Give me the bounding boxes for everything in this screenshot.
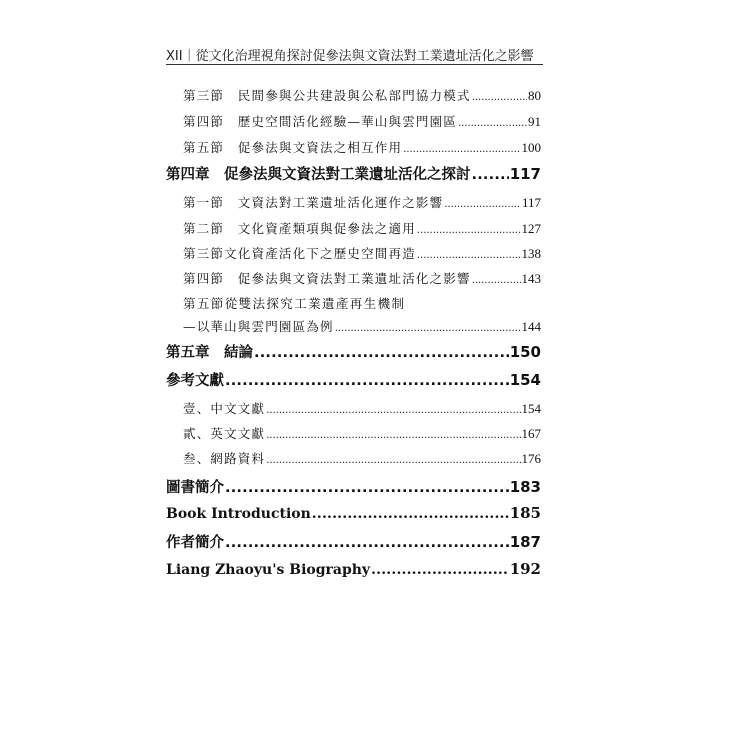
dot-leader	[312, 506, 509, 522]
header-rule	[166, 64, 543, 65]
dot-leader	[225, 480, 509, 496]
toc-page-number: 138	[521, 246, 541, 261]
toc-entry-chapter-5[interactable]	[166, 341, 541, 362]
toc-page-number: 167	[521, 426, 541, 441]
dot-leader	[417, 221, 521, 236]
toc-entry-ref-chinese[interactable]	[183, 399, 541, 417]
dot-leader	[254, 345, 509, 361]
toc-entry-title: 參考文獻	[166, 373, 224, 389]
toc-entry-title: 第五節 促參法與文資法之相互作用	[183, 140, 403, 155]
toc-entry-ch4-sec3[interactable]	[183, 244, 541, 262]
dot-leader	[472, 88, 527, 103]
toc-entry-title: 第三節文化資產活化下之歷史空間再造	[183, 246, 416, 261]
toc-entry-title: 第四章 促參法與文資法對工業遺址活化之探討	[166, 167, 471, 183]
toc-entry-ch3-sec5[interactable]	[183, 138, 541, 156]
running-header: XII｜從文化治理視角探討促參法與文資法對工業遺址活化之影響	[166, 49, 534, 64]
dot-leader	[225, 373, 509, 389]
dot-leader	[266, 426, 520, 441]
toc-page-number: 154	[521, 401, 541, 416]
dot-leader	[444, 195, 521, 210]
toc-page-number: 192	[509, 560, 541, 578]
toc-entry-title: Liang Zhaoyu's Biography	[166, 562, 371, 578]
dot-leader	[266, 451, 520, 466]
toc-entry-title: —以華山與雲門園區為例	[183, 319, 334, 334]
dot-leader	[403, 140, 520, 155]
toc-page-number: 154	[509, 371, 541, 389]
dot-leader	[225, 535, 509, 551]
toc-entry-book-intro-zh[interactable]	[166, 476, 541, 497]
toc-page-number: 187	[509, 533, 541, 551]
dot-leader	[335, 319, 521, 334]
toc-entry-book-intro-en[interactable]	[166, 504, 541, 522]
toc-entry-ch4-sec5[interactable]	[183, 317, 541, 335]
toc-entry-ch4-sec2[interactable]	[183, 219, 541, 237]
toc-page-number: 117	[509, 165, 541, 183]
toc-page-number: 117	[521, 195, 541, 210]
toc-page-number: 185	[509, 504, 541, 522]
toc-entry-title: 第二節 文化資產類項與促參法之適用	[183, 221, 416, 236]
toc-entry-references[interactable]	[166, 369, 541, 390]
toc-entry-title: 圖書簡介	[166, 480, 224, 496]
toc-entry-ch3-sec4[interactable]	[183, 112, 541, 130]
toc-entry-title: 第四節 促參法與文資法對工業遺址活化之影響	[183, 271, 471, 286]
toc-entry-title: 壹、中文文獻	[183, 401, 266, 416]
toc-entry-title: 第三節 民間參與公共建設與公私部門協力模式	[183, 88, 471, 103]
toc-entry-title: 第五章 結論	[166, 345, 253, 361]
dot-leader	[371, 562, 509, 578]
toc-entry-title: 第一節 文資法對工業遺址活化運作之影響	[183, 195, 444, 210]
toc-entry-chapter-4[interactable]	[166, 163, 541, 184]
toc-entry-title: Book Introduction	[166, 506, 311, 522]
toc-entry-ref-web[interactable]	[183, 449, 541, 467]
dot-leader	[472, 167, 509, 183]
toc-page-number: 91	[528, 114, 541, 129]
dot-leader	[266, 401, 520, 416]
toc-page-number: 150	[509, 343, 541, 361]
toc-page-number: 176	[521, 451, 541, 466]
dot-leader	[458, 114, 527, 129]
toc-entry-author-zh[interactable]	[166, 531, 541, 552]
toc-page-number: 80	[528, 88, 541, 103]
toc-page-number: 183	[509, 478, 541, 496]
toc-entry-ch4-sec1[interactable]	[183, 193, 541, 211]
toc-page-number: 143	[521, 271, 541, 286]
toc-page-number: 127	[521, 221, 541, 236]
toc-entry-ch4-sec4[interactable]	[183, 269, 541, 287]
toc-entry-ch4-sec5-line1[interactable]: 第五節從雙法探究工業遺產再生機制	[183, 296, 406, 311]
toc-entry-title: 叁、網路資料	[183, 451, 266, 466]
toc-entry-title: 作者簡介	[166, 535, 224, 551]
toc-entry-ref-english[interactable]	[183, 424, 541, 442]
dot-leader	[472, 271, 521, 286]
toc-entry-ch3-sec3[interactable]	[183, 86, 541, 104]
toc-entry-title: 貳、英文文獻	[183, 426, 266, 441]
toc-entry-author-en[interactable]	[166, 560, 541, 578]
toc-page-number: 144	[521, 319, 541, 334]
toc-page-number: 100	[521, 140, 541, 155]
dot-leader	[417, 246, 521, 261]
toc-entry-title: 第四節 歷史空間活化經驗—華山與雲門園區	[183, 114, 458, 129]
